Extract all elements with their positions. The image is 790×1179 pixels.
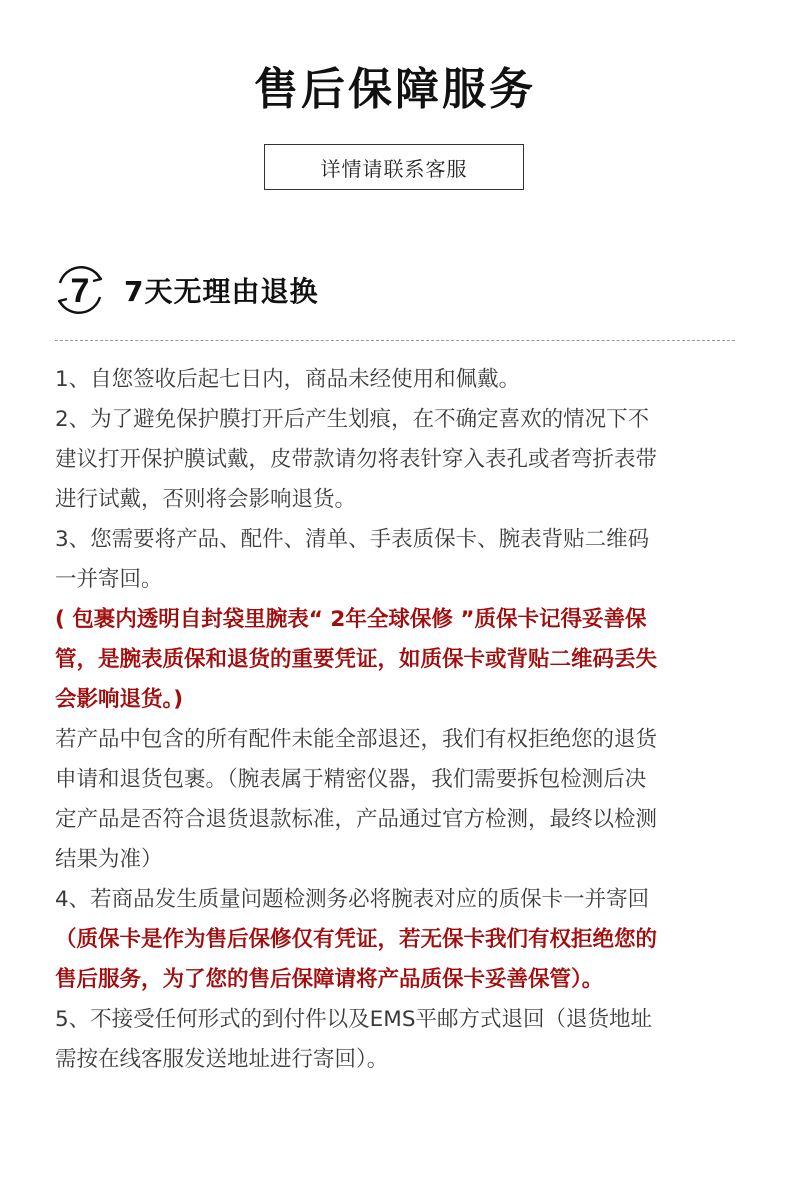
highlight-text-line: ( 包裹内透明自封袋里腕表“ 2年全球保修 ”质保卡记得妥善保: [55, 607, 647, 632]
policy-text-line: 若产品中包含的所有配件未能全部退还，我们有权拒绝您的退货: [55, 727, 658, 752]
icon-number: 7: [70, 272, 90, 310]
policy-text-line: 一并寄回。: [55, 567, 163, 592]
policy-text-line: 5、不接受任何形式的到付件以及EMS平邮方式退回（退货地址: [55, 1007, 652, 1032]
policy-text-line: 进行试戴，否则将会影响退货。: [55, 487, 357, 512]
policy-text-line: 需按在线客服发送地址进行寄回）。: [55, 1047, 389, 1072]
policy-text-line: 建议打开保护膜试戴，皮带款请勿将表针穿入表孔或者弯折表带: [55, 447, 658, 472]
highlight-text-line: 管，是腕表质保和退货的重要凭证，如质保卡或背贴二维码丢失: [55, 647, 658, 672]
highlight-text-line: 售后服务，为了您的售后保障请将产品质保卡妥善保管）。: [55, 967, 604, 992]
policy-text-line: 申请和退货包裹。（腕表属于精密仪器，我们需要拆包检测后决: [55, 767, 647, 792]
policy-content: [55, 360, 745, 1080]
policy-text-line: 定产品是否符合退货退款标准，产品通过官方检测，最终以检测: [55, 807, 658, 832]
seven-day-return-icon: [50, 262, 110, 318]
policy-text-line: 1、自您签收后起七日内，商品未经使用和佩戴。: [55, 367, 521, 392]
page-title: 售后保障服务: [254, 64, 536, 115]
policy-text-line: 4、若商品发生质量问题检测务必将腕表对应的质保卡一并寄回: [55, 887, 650, 912]
contact-service-button[interactable]: 详情请联系客服: [264, 144, 524, 190]
highlight-text-line: 会影响退货。): [55, 687, 184, 712]
policy-text-line: 结果为准）: [55, 847, 163, 872]
section-header: [50, 262, 318, 318]
policy-text-line: 2、为了避免保护膜打开后产生划痕，在不确定喜欢的情况下不: [55, 407, 650, 432]
dashed-divider: [55, 340, 735, 341]
section-title: 7天无理由退换: [124, 275, 319, 308]
highlight-text-line: （质保卡是作为售后保修仅有凭证，若无保卡我们有权拒绝您的: [55, 927, 658, 952]
policy-text-line: 3、您需要将产品、配件、清单、手表质保卡、腕表背贴二维码: [55, 527, 650, 552]
